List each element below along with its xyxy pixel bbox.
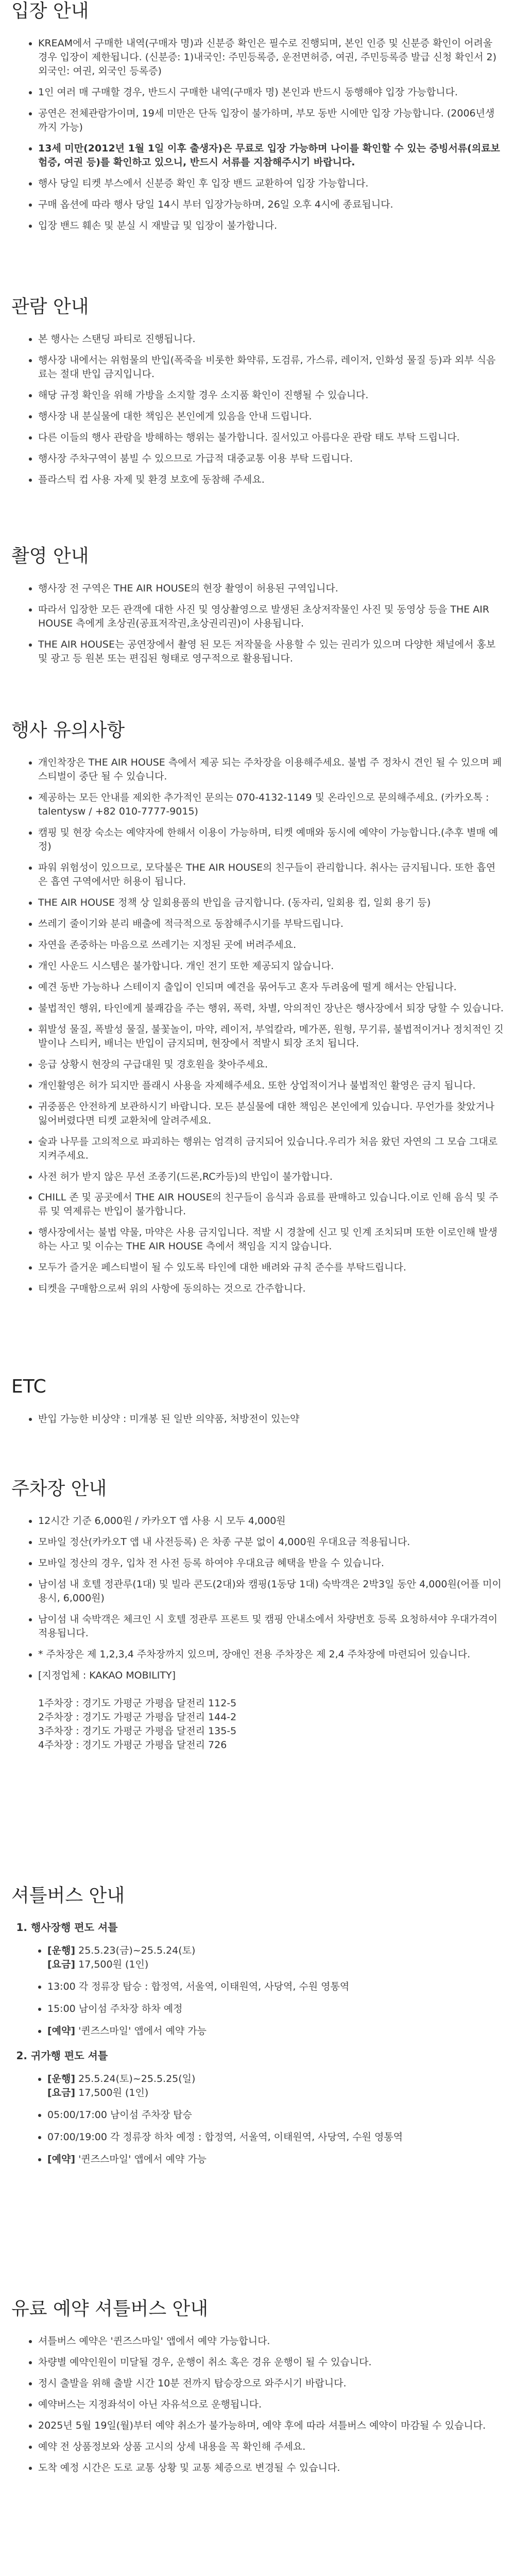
list-item: • 도착 예정 시간은 도로 교통 상황 및 교통 체증으로 변경될 수 있습니다. <box>38 2461 504 2475</box>
list-item: • [지정업체 : KAKAO MOBILITY] 1주차장 : 경기도 가평군 가평읍 달전리 112-5 2주차장 : 경기도 가평군 가평읍 달전리 144-2 3주차장 : 경기도 가평군 가평읍 달전리 135-5 4주차장 : 경기도 가평군 가평읍 달전리 726 <box>38 1669 504 1752</box>
list-item: • 셔틀버스 예약은 '퀸즈스마일' 앱에서 예약 가능합니다. <box>38 2334 504 2348</box>
detail-label: [요금] <box>47 1959 76 1971</box>
detail-value: '퀸즈스마일' 앱에서 예약 가능 <box>75 2025 207 2037</box>
viewing-list <box>11 332 504 487</box>
list-item: • 예약버스는 지정좌석이 아닌 자유석으로 운행됩니다. <box>38 2398 504 2412</box>
list-item: • 정시 출발을 위해 출발 시간 10분 전까지 탑승장으로 와주시기 바랍니다. <box>38 2377 504 2391</box>
admission-title: 입장 안내 <box>11 1 89 22</box>
viewing-section <box>11 296 504 494</box>
list-item: • 플라스틱 컵 사용 자제 및 환경 보호에 동참해 주세요. <box>38 473 504 487</box>
precautions-list <box>11 756 504 1296</box>
list-item: • 2025년 5월 19일(월)부터 예약 취소가 불가능하며, 예약 후에 따라 셔틀버스 예약이 마감될 수 있습니다. <box>38 2419 504 2433</box>
detail-label: [요금] <box>47 2087 76 2098</box>
list-item: • 개인활영은 허가 되지만 플래시 사용을 자제해주세요. 또한 상업적이거나 불법적인 활영은 금지 됩니다. <box>38 1079 504 1093</box>
etc-title: ETC <box>11 1376 46 1397</box>
shuttle-detail-item <box>47 1944 504 1972</box>
list-item: • 개인 사운드 시스템은 불가합니다. 개인 전기 또한 제공되지 않습니다. <box>38 959 504 973</box>
list-item: • 휘발성 물질, 폭발성 물질, 불꽃놀이, 마약, 레이저, 부엌칼라, 메가폰, 원형, 무기류, 불법적이거나 정치적인 깃발이나 스티커, 배너는 반입이 금지되며, 현장에서 적발시 퇴장 조치 됩니다. <box>38 1023 504 1050</box>
shuttle-route-details <box>31 1944 504 2038</box>
shuttle-detail-item: • 13:00 각 정류장 탑승 : 합정역, 서울역, 이태원역, 사당역, 수원 영통역 <box>47 1980 504 1994</box>
list-item: • 개인착장은 THE AIR HOUSE 측에서 제공 되는 주차장을 이용해주세요. 불법 주 정차시 견인 될 수 있으며 페스티벌이 중단 될 수 있습니다. <box>38 756 504 784</box>
filming-list <box>11 582 504 666</box>
list-item: • 반입 가능한 비상약 : 미개봉 된 일반 의약품, 처방전이 있는약 <box>38 1412 504 1426</box>
list-item: • 캠핑 및 현장 숙소는 예약자에 한해서 이용이 가능하며, 티켓 예매와 동시에 예약이 가능합니다.(추후 별매 예정) <box>38 826 504 854</box>
paid-shuttle-list <box>11 2334 504 2475</box>
shuttle-route-details <box>31 2072 504 2166</box>
shuttle-detail-item: • 07:00/19:00 각 정류장 하차 예정 : 합정역, 서울역, 이태원역, 사당역, 수원 영통역 <box>47 2130 504 2144</box>
admission-list <box>11 37 504 233</box>
list-item: • 구매 옵션에 따라 행사 당일 14시 부터 입장가능하며, 26일 오후 4시에 종료됩니다. <box>38 198 504 212</box>
parking-list <box>11 1514 504 1752</box>
detail-label: [운행] <box>47 1945 76 1957</box>
shuttle-detail-item <box>47 2072 504 2100</box>
list-item: • 행사장 내 분실물에 대한 책임은 본인에게 있음을 안내 드립니다. <box>38 410 504 423</box>
list-item: • 제공하는 모든 안내를 제외한 추가적인 문의는 070-4132-1149 및 온라인으로 문의해주세요. (카카오톡 : talentysw / +82 010-7777-9015) <box>38 791 504 819</box>
shuttle-detail-item <box>47 2024 504 2038</box>
shuttle-title: 셔틀버스 안내 <box>11 1885 125 1906</box>
shuttle-route <box>31 2048 504 2166</box>
list-item: • 술과 나무를 고의적으로 파괴하는 행위는 엄격히 금지되어 있습니다.우리가 처음 왔던 자연의 그 모습 그대로 지켜주세요. <box>38 1135 504 1163</box>
parking-title: 주차장 안내 <box>11 1478 107 1499</box>
shuttle-detail-item: • 15:00 남이섬 주차장 하차 예정 <box>47 2002 504 2016</box>
list-item: • 남이섬 내 숙박객은 체크인 시 호텔 정관루 프론트 및 캠핑 안내소에서 차량번호 등록 요청하셔야 우대가격이 적용됩니다. <box>38 1613 504 1640</box>
shuttle-section <box>11 1885 504 2177</box>
precautions-section <box>11 719 504 1303</box>
list-item: • 귀중품은 안전하게 보관하시기 바랍니다. 모든 분실물에 대한 책임은 본인에게 있습니다. 무언가를 찾았거나 잃어버렸다면 티켓 교환처에 알려주세요. <box>38 1100 504 1128</box>
list-item: • 행사장에서는 불법 약물, 마약은 사용 금지입니다. 적발 시 경찰에 신고 및 인계 조치되며 또한 이로인해 발생하는 사고 및 이슈는 THE AIR HOUSE 측에서 책임을 지지 않습니다. <box>38 1226 504 1253</box>
list-item: • KREAM에서 구매한 내역(구매자 명)과 신분증 확인은 필수로 진행되며, 본인 인증 및 신분증 확인이 어려울 경우 입장이 제한됩니다. (신분증: 1)내국인: 주민등록증, 운전면허증, 여권, 주민등록증 발급 신청 확인서 2)외국인: 여권, 외국인 등록증) <box>38 37 504 78</box>
list-item: • 예견 동반 가능하나 스테이지 출입이 인되며 예견을 묶어두고 혼자 두려움에 떨게 해서는 안됩니다. <box>38 980 504 994</box>
list-item: • 행사장 주차구역이 붐빌 수 있으므로 가급적 대중교통 이용 부탁 드립니다. <box>38 452 504 466</box>
list-item: • 사전 허가 받지 않은 무선 조종기(드론,RC카등)의 반입이 불가합니다. <box>38 1170 504 1184</box>
list-item: • 모바일 정산(카카오T 앱 내 사전등록) 은 차종 구분 없이 4,000원 우대요금 적용됩니다. <box>38 1535 504 1549</box>
list-item: • 쓰레기 줄이기와 분리 배출에 적극적으로 동참해주시기를 부탁드립니다. <box>38 917 504 931</box>
viewing-title: 관람 안내 <box>11 296 89 317</box>
shuttle-route-heading: 1. 행사장행 편도 셔틀 <box>31 1921 118 1934</box>
list-item: • 응급 상황시 현장의 구급대원 및 경호원을 찾아주세요. <box>38 1058 504 1072</box>
shuttle-routes-list <box>11 1920 504 2166</box>
detail-value: 17,500원 (1인) <box>75 2087 149 2098</box>
list-item: • 행사 당일 티켓 부스에서 신분증 확인 후 입장 밴드 교환하여 입장 가능합니다. <box>38 177 504 191</box>
list-item: • 다른 이들의 행사 관람을 방해하는 행위는 불가합니다. 질서있고 아름다운 관람 태도 부탁 드립니다. <box>38 431 504 445</box>
admission-section <box>11 0 504 240</box>
list-item: • 13세 미만(2012년 1월 1일 이후 출생자)은 무료로 입장 가능하며 나이를 확인할 수 있는 증빙서류(의료보험증, 여권 등)를 확인하고 있으니, 반드시 서류를 지참해주시기 바랍니다. <box>38 142 504 170</box>
list-item: • 1인 여러 매 구매할 경우, 반드시 구매한 내역(구매자 명) 본인과 반드시 동행해야 입장 가능합니다. <box>38 86 504 99</box>
detail-label: [예약] <box>47 2025 76 2037</box>
detail-value: '퀸즈스마일' 앱에서 예약 가능 <box>75 2153 207 2165</box>
detail-label: [예약] <box>47 2153 76 2165</box>
list-item: • 공연은 전체관람가이며, 19세 미만은 단독 입장이 불가하며, 부모 동반 시에만 입장 가능합니다. (2006년생까지 가능) <box>38 107 504 134</box>
precautions-title: 행사 유의사항 <box>11 720 125 741</box>
list-item: • 해당 규정 확인을 위해 가방을 소지할 경우 소지품 확인이 진행될 수 있습니다. <box>38 388 504 402</box>
shuttle-detail-item: • 05:00/17:00 남이섬 주차장 탑승 <box>47 2108 504 2122</box>
list-item: • 모두가 즐거운 페스티벌이 될 수 있도록 타인에 대한 배려와 규칙 준수를 부탁드립니다. <box>38 1261 504 1275</box>
list-item: • 불법적인 행위, 타인에게 불쾌감을 주는 행위, 폭력, 차별, 악의적인 장난은 행사장에서 퇴장 당할 수 있습니다. <box>38 1002 504 1015</box>
etc-section <box>11 1376 504 1433</box>
list-item: • 따라서 입장한 모든 관객에 대한 사진 및 영상촬영으로 발생된 초상저작물인 사진 및 동영상 등을 THE AIR HOUSE 측에게 초상권(공표저작권,초상권리권)이 사용됩니다. <box>38 603 504 631</box>
list-item: • 입장 밴드 훼손 및 분실 시 재발급 및 입장이 불가합니다. <box>38 219 504 233</box>
list-item: • 모바일 정산의 경우, 입차 전 사전 등록 하여야 우대요금 혜택을 받을 수 있습니다. <box>38 1556 504 1570</box>
list-item: • 행사장 전 구역은 THE AIR HOUSE의 현장 촬영이 허용된 구역입니다. <box>38 582 504 596</box>
list-item: • THE AIR HOUSE는 공연장에서 촬영 된 모든 저작물을 사용할 수 있는 권리가 있으며 다양한 채널에서 홍보 및 광고 등 원본 또는 편집된 형태로 영구적으로 활용됩니다. <box>38 638 504 666</box>
etc-list <box>11 1412 504 1426</box>
list-item: • THE AIR HOUSE 정책 상 일회용품의 반입을 금지합니다. (동자리, 일회용 컵, 일회 용기 등) <box>38 896 504 910</box>
parking-section <box>11 1478 504 1759</box>
shuttle-route-heading: 2. 귀가행 편도 셔틀 <box>31 2049 108 2062</box>
filming-section <box>11 545 504 673</box>
list-item: • 행사장 내에서는 위험물의 반입(폭죽을 비롯한 화약류, 도검류, 가스류, 레이저, 인화성 물질 등)과 외부 식음료는 절대 반입 금지입니다. <box>38 353 504 381</box>
paid-shuttle-section <box>11 2298 504 2482</box>
shuttle-detail-item <box>47 2153 504 2166</box>
paid-shuttle-title: 유료 예약 셔틀버스 안내 <box>11 2298 209 2319</box>
detail-value: 25.5.23(금)~25.5.24(토) <box>75 1945 196 1957</box>
shuttle-route <box>31 1920 504 2038</box>
list-item: • 차량별 예약인원이 미달될 경우, 운행이 취소 혹은 경유 운행이 될 수 있습니다. <box>38 2355 504 2369</box>
detail-value: 17,500원 (1인) <box>75 1959 149 1971</box>
list-item: • 티켓을 구매함으로써 위의 사항에 동의하는 것으로 간주합니다. <box>38 1282 504 1296</box>
list-item: • 남이섬 내 호텔 정관루(1대) 및 빌라 콘도(2대)와 캠핑(1동당 1대) 숙박객은 2박3일 동안 4,000원(어플 미이용시, 6,000원) <box>38 1578 504 1605</box>
list-item: • 예약 전 상품정보와 상품 고시의 상세 내용을 꼭 확인해 주세요. <box>38 2440 504 2454</box>
list-item: • 12시간 기준 6,000원 / 카카오T 앱 사용 시 모두 4,000원 <box>38 1514 504 1528</box>
detail-label: [운행] <box>47 2073 76 2085</box>
list-item: • * 주차장은 제 1,2,3,4 주차장까지 있으며, 장애인 전용 주차장은 제 2,4 주차장에 마련되어 있습니다. <box>38 1648 504 1662</box>
list-item: • 자연을 존중하는 마음으로 쓰레기는 지정된 곳에 버려주세요. <box>38 938 504 952</box>
detail-value: 25.5.24(토)~25.5.25(일) <box>75 2073 196 2085</box>
list-item: • 파워 위험성이 있으므로, 모닥불은 THE AIR HOUSE의 친구들이 관리합니다. 취사는 금지됩니다. 또한 흡연은 흡연 구역에서만 허용이 됩니다. <box>38 861 504 889</box>
list-item: • 본 행사는 스탠딩 파티로 진행됩니다. <box>38 332 504 346</box>
filming-title: 촬영 안내 <box>11 546 89 567</box>
list-item: • CHILL 존 및 공곳에서 THE AIR HOUSE의 친구들이 음식과 음료를 판매하고 있습니다.이로 인해 음식 및 주류 및 역제류는 반입이 불가합니다. <box>38 1191 504 1218</box>
